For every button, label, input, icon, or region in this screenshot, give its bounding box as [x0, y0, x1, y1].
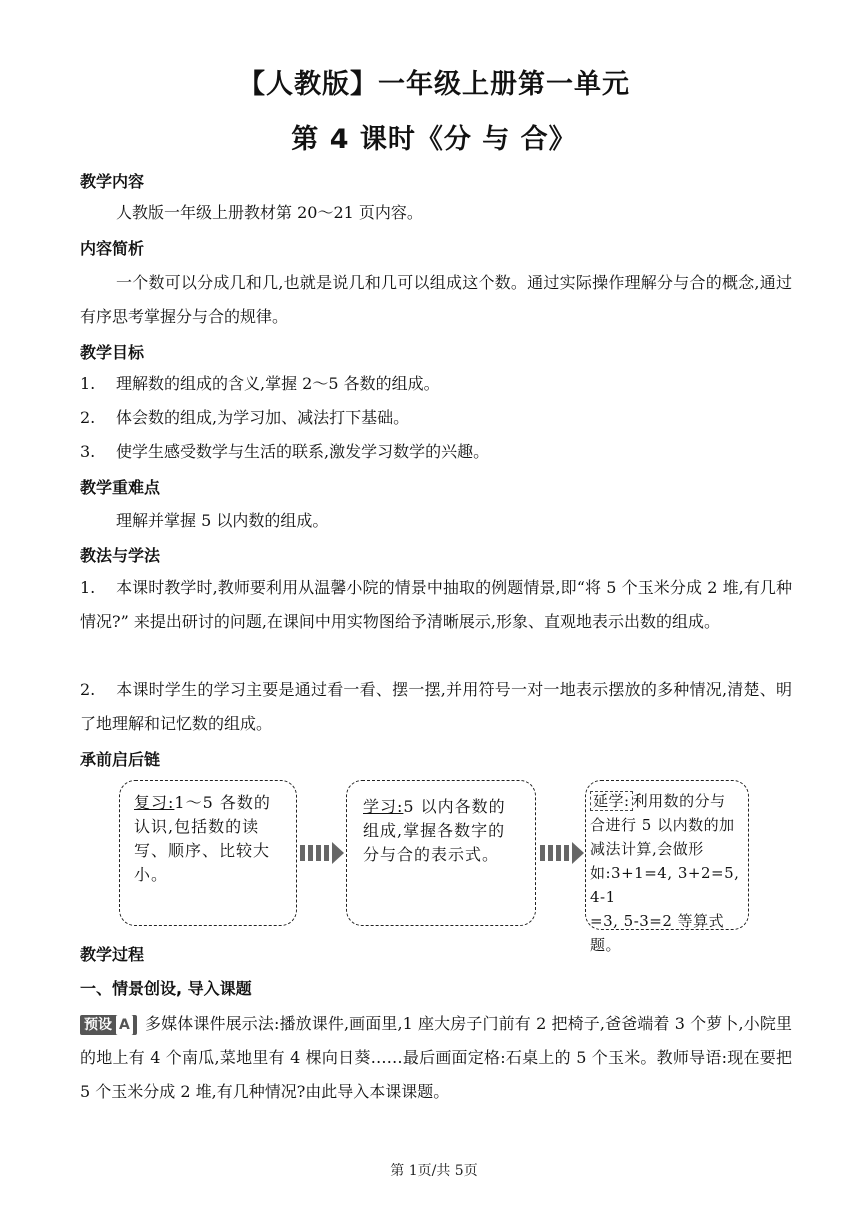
- method-number: 2.: [80, 680, 96, 699]
- review-label: 复习:: [134, 793, 175, 812]
- review-line2: 认识,包括数的读: [134, 817, 260, 836]
- review-line1: 1～5 各数的: [174, 793, 271, 812]
- analysis-text: 一个数可以分成几和几,也就是说几和几可以组成这个数。通过实际操作理解分与合的概念,通过有序思考掌握分与合的规律。: [80, 273, 792, 326]
- lesson-title: 第 4 课时《分 与 合》: [291, 124, 577, 155]
- goal-item: [80, 401, 792, 435]
- goal-item: [80, 435, 792, 469]
- chain-heading: 承前启后链: [80, 750, 161, 769]
- extend-line3: 减法计算,会做形: [590, 840, 704, 858]
- page-footer: 第 1页/共 5页: [390, 1163, 478, 1179]
- preset-paragraph: [80, 1007, 792, 1109]
- study-line3: 分与合的表示式。: [363, 845, 500, 864]
- goal-text: 体会数的组成,为学习加、减法打下基础。: [116, 408, 410, 427]
- key-text: 理解并掌握 5 以内数的组成。: [116, 511, 329, 530]
- review-box: [119, 780, 297, 926]
- review-line3: 写、顺序、比较大小。: [134, 841, 271, 884]
- method-item: [80, 571, 792, 639]
- content-heading: 教学内容: [80, 172, 145, 191]
- arrow-icon: [300, 842, 344, 864]
- method-item: [80, 673, 792, 741]
- preset-badge: [80, 1015, 137, 1035]
- step1-heading: 一、情景创设, 导入课题: [80, 979, 252, 998]
- document-title: 【人教版】一年级上册第一单元: [238, 69, 630, 100]
- method-text: 本课时学生的学习主要是通过看一看、摆一摆,并用符号一对一地表示摆放的多种情况,清楚、明了地理解和记忆数的组成。: [80, 680, 792, 733]
- extend-line5: =3, 5-3=2 等算式题。: [590, 912, 725, 954]
- preset-tag-letter: A: [116, 1015, 133, 1035]
- content-text: 人教版一年级上册教材第 20～21 页内容。: [116, 203, 423, 222]
- process-heading: 教学过程: [80, 945, 145, 964]
- goal-text: 使学生感受数学与生活的联系,激发学习数学的兴趣。: [116, 442, 490, 461]
- goal-number: 3.: [80, 442, 96, 461]
- extend-line4: 如:3+1=4, 3+2=5, 4-1: [590, 864, 740, 906]
- extend-line2: 合进行 5 以内数的加: [590, 816, 735, 834]
- study-line2: 组成,掌握各数字的: [363, 821, 506, 840]
- goal-number: 1.: [80, 374, 96, 393]
- extend-line1: 利用数的分与: [632, 792, 726, 810]
- key-heading: 教学重难点: [80, 478, 161, 497]
- preset-tag-text: 预设: [84, 1017, 112, 1033]
- method-text: 本课时教学时,教师要利用从温馨小院的情景中抽取的例题情景,即“将 5 个玉米分成 2 堆,有几种情况?” 来提出研讨的问题,在课间中用实物图给予清晰展示,形象、直观地表示出数的组成。: [80, 578, 792, 631]
- flow-diagram: [0, 780, 868, 954]
- goal-number: 2.: [80, 408, 96, 427]
- goal-item: [80, 367, 792, 401]
- extend-label: 延学:: [590, 791, 633, 811]
- arrow-icon: [540, 842, 584, 864]
- study-box: [346, 780, 536, 926]
- study-label: 学习:: [363, 797, 404, 816]
- goal-text: 理解数的组成的含义,掌握 2～5 各数的组成。: [116, 374, 440, 393]
- preset-text: 多媒体课件展示法:播放课件,画面里,1 座大房子门前有 2 把椅子,爸爸端着 3 个萝卜,小院里的地上有 4 个南瓜,菜地里有 4 棵向日葵……最后画面定格:石桌上的 5 个玉米。教师导语:现在要把 5 个玉米分成 2 堆,有几种情况?由此导入本课课题。: [80, 1014, 792, 1101]
- goals-heading: 教学目标: [80, 343, 145, 362]
- extend-box: [585, 780, 749, 954]
- method-number: 1.: [80, 578, 96, 597]
- study-line1: 5 以内各数的: [403, 797, 506, 816]
- method-heading: 教法与学法: [80, 546, 161, 565]
- analysis-heading: 内容简析: [80, 239, 145, 258]
